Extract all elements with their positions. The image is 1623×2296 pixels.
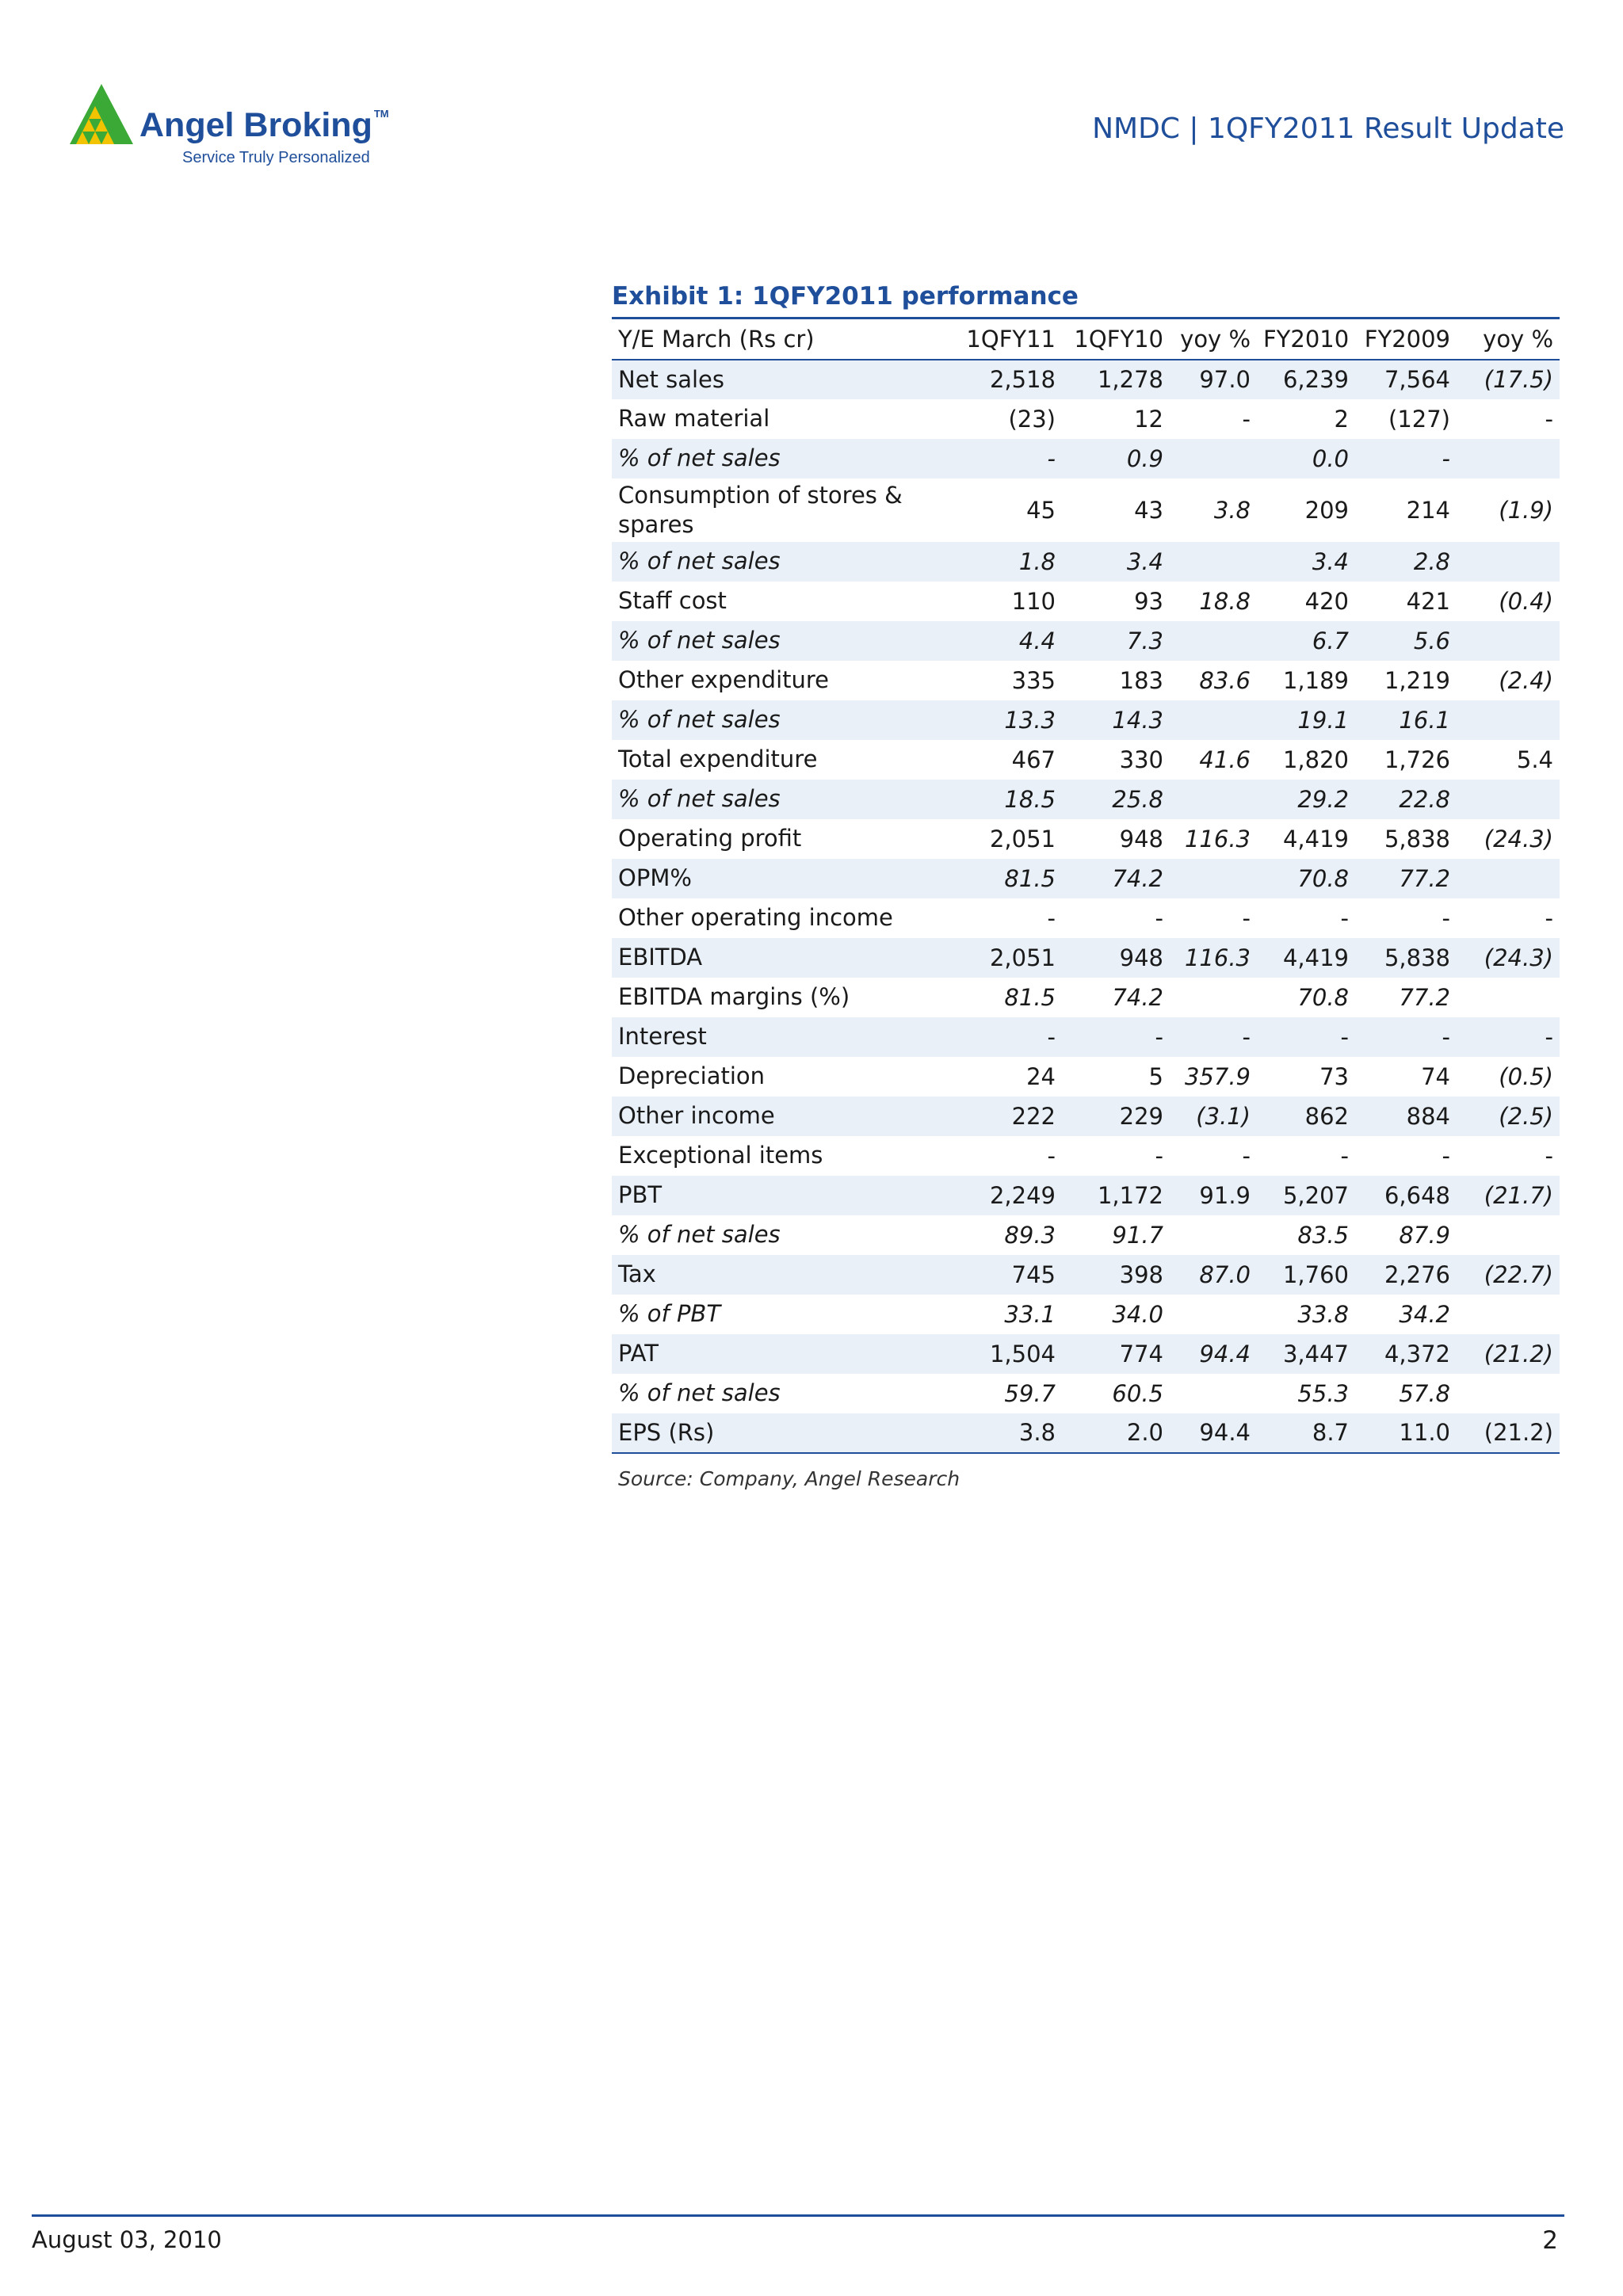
table-cell: 74.2	[1112, 864, 1163, 892]
column-header: Y/E March (Rs cr)	[612, 318, 951, 360]
table-cell: 89.3	[1004, 1221, 1056, 1249]
table-cell: (21.7)	[1484, 1181, 1553, 1209]
table-cell: 91.9	[1199, 1181, 1251, 1209]
table-cell: 74.2	[1112, 983, 1163, 1011]
table-row	[612, 479, 1560, 542]
table-cell	[1170, 439, 1257, 479]
table-cell: 1,278	[1097, 366, 1163, 393]
table-cell: (0.4)	[1499, 587, 1553, 615]
table-cell: 33.1	[1004, 1300, 1056, 1328]
table-cell: 5	[1148, 1062, 1163, 1090]
table-row	[612, 582, 1560, 621]
logo-tagline: Service Truly Personalized	[182, 149, 370, 166]
table-cell: -	[1340, 1023, 1349, 1051]
table-cell: 94.4	[1199, 1419, 1251, 1446]
table-cell: 5.6	[1413, 627, 1450, 654]
performance-table	[612, 317, 1560, 1454]
table-row	[612, 780, 1560, 819]
row-label: Other expenditure	[618, 666, 830, 694]
row-label: % of net sales	[618, 1379, 781, 1407]
table-cell: -	[1155, 1142, 1163, 1169]
row-label: Consumption of stores & spares	[618, 482, 903, 538]
table-cell: -	[1047, 1023, 1056, 1051]
table-cell: 8.7	[1312, 1419, 1349, 1446]
table-cell	[1457, 978, 1560, 1017]
table-cell: (2.5)	[1499, 1102, 1553, 1130]
table-row	[612, 1136, 1560, 1176]
table-cell: 12	[1134, 405, 1163, 433]
table-header-row	[612, 318, 1560, 360]
table-cell: 335	[1011, 666, 1056, 694]
logo-name: Angel Broking ™	[139, 106, 389, 144]
table-cell: 0.9	[1126, 444, 1163, 472]
table-cell: -	[1545, 405, 1553, 433]
row-label: Operating profit	[618, 825, 802, 852]
column-header: 1QFY11	[951, 318, 1062, 360]
table-cell: 5,838	[1384, 944, 1450, 971]
table-cell: 22.8	[1399, 785, 1450, 813]
table-cell: 2,051	[989, 944, 1056, 971]
table-cell: 6,648	[1384, 1181, 1450, 1209]
table-cell: -	[1442, 904, 1450, 932]
page-number: 2	[1542, 2226, 1558, 2255]
table-cell: 0.0	[1312, 444, 1349, 472]
table-cell: -	[1047, 444, 1056, 472]
table-cell: 183	[1119, 666, 1163, 694]
table-cell: 16.1	[1399, 706, 1450, 734]
table-cell: 74	[1421, 1062, 1450, 1090]
table-cell: -	[1242, 904, 1251, 932]
table-cell: -	[1047, 904, 1056, 932]
table-row	[612, 399, 1560, 439]
column-header: yoy %	[1457, 318, 1560, 360]
table-row	[612, 859, 1560, 898]
table-row	[612, 700, 1560, 740]
table-cell: 34.0	[1112, 1300, 1163, 1328]
table-cell: 5.4	[1516, 746, 1553, 773]
table-cell: -	[1242, 1142, 1251, 1169]
table-cell: 87.9	[1399, 1221, 1450, 1249]
table-row	[612, 1334, 1560, 1374]
table-row	[612, 621, 1560, 661]
table-cell: 93	[1134, 587, 1163, 615]
table-row	[612, 439, 1560, 479]
table-cell: -	[1155, 904, 1163, 932]
row-label: Depreciation	[618, 1062, 766, 1090]
row-label: % of net sales	[618, 547, 781, 575]
table-cell: 2,249	[989, 1181, 1056, 1209]
table-cell: (22.7)	[1484, 1261, 1553, 1288]
table-row	[612, 360, 1560, 399]
table-cell: 83.5	[1297, 1221, 1349, 1249]
table-cell: 87.0	[1199, 1261, 1251, 1288]
table-cell: 97.0	[1199, 366, 1251, 393]
table-cell	[1457, 1295, 1560, 1334]
column-header: FY2010	[1257, 318, 1355, 360]
table-cell: 209	[1304, 496, 1349, 524]
table-cell	[1170, 978, 1257, 1017]
table-cell	[1457, 859, 1560, 898]
table-cell: 29.2	[1297, 785, 1349, 813]
table-cell: -	[1340, 904, 1349, 932]
table-cell	[1457, 700, 1560, 740]
table-cell: 2.0	[1126, 1419, 1163, 1446]
table-cell: 19.1	[1297, 706, 1349, 734]
table-cell	[1457, 1215, 1560, 1255]
table-cell	[1457, 780, 1560, 819]
table-cell: 3.4	[1312, 547, 1349, 575]
row-label: % of net sales	[618, 627, 781, 654]
table-cell: 94.4	[1199, 1340, 1251, 1367]
table-cell: (21.2)	[1484, 1419, 1553, 1446]
table-row	[612, 1413, 1560, 1453]
table-cell: -	[1242, 1023, 1251, 1051]
table-cell	[1457, 1374, 1560, 1413]
angel-broking-logo	[68, 82, 401, 170]
table-cell: 1,760	[1282, 1261, 1349, 1288]
table-cell: 60.5	[1112, 1379, 1163, 1407]
table-cell: (2.4)	[1499, 666, 1553, 694]
table-cell: -	[1155, 1023, 1163, 1051]
row-label: % of net sales	[618, 444, 781, 472]
row-label: Staff cost	[618, 587, 727, 615]
table-cell: 229	[1119, 1102, 1163, 1130]
table-cell: (24.3)	[1484, 944, 1553, 971]
table-cell: -	[1047, 1142, 1056, 1169]
table-row	[612, 819, 1560, 859]
table-row	[612, 1097, 1560, 1136]
table-cell: 77.2	[1399, 983, 1450, 1011]
table-cell: 398	[1119, 1261, 1163, 1288]
table-cell: 116.3	[1184, 944, 1251, 971]
table-cell	[1170, 1374, 1257, 1413]
table-cell: 83.6	[1199, 666, 1251, 694]
report-title: NMDC | 1QFY2011 Result Update	[1092, 113, 1564, 145]
table-cell: (17.5)	[1484, 366, 1553, 393]
table-cell: 57.8	[1399, 1379, 1450, 1407]
table-cell: 33.8	[1297, 1300, 1349, 1328]
source-note: Source: Company, Angel Research	[618, 1467, 960, 1490]
table-cell: 1.8	[1018, 547, 1056, 575]
table-cell: 884	[1406, 1102, 1450, 1130]
row-label: % of net sales	[618, 706, 781, 734]
table-cell	[1457, 621, 1560, 661]
table-cell: 1,219	[1384, 666, 1450, 694]
table-cell	[1457, 542, 1560, 582]
table-cell: 7.3	[1126, 627, 1163, 654]
table-cell: -	[1442, 1023, 1450, 1051]
row-label: PAT	[618, 1340, 659, 1367]
exhibit-title: Exhibit 1: 1QFY2011 performance	[612, 282, 1079, 311]
table-row	[612, 1017, 1560, 1057]
table-cell: 18.5	[1004, 785, 1056, 813]
table-cell: -	[1545, 1023, 1553, 1051]
table-cell	[1170, 542, 1257, 582]
table-cell	[1170, 859, 1257, 898]
table-cell: 948	[1119, 825, 1163, 852]
footer-divider	[32, 2214, 1564, 2217]
table-cell: 18.8	[1199, 587, 1251, 615]
table-cell: 81.5	[1004, 983, 1056, 1011]
table-row	[612, 938, 1560, 978]
row-label: % of PBT	[618, 1300, 721, 1328]
table-cell: 3.8	[1018, 1419, 1056, 1446]
table-row	[612, 1176, 1560, 1215]
column-header: 1QFY10	[1062, 318, 1170, 360]
table-cell: 81.5	[1004, 864, 1056, 892]
table-cell: 14.3	[1112, 706, 1163, 734]
column-header: FY2009	[1355, 318, 1457, 360]
row-label: Total expenditure	[618, 746, 818, 773]
table-cell: 13.3	[1004, 706, 1056, 734]
table-cell: 948	[1119, 944, 1163, 971]
table-cell: 110	[1011, 587, 1056, 615]
table-cell: 25.8	[1112, 785, 1163, 813]
table-cell: -	[1442, 1142, 1450, 1169]
table-cell: 1,504	[989, 1340, 1056, 1367]
table-cell	[1457, 439, 1560, 479]
table-cell: 34.2	[1399, 1300, 1450, 1328]
row-label: Other operating income	[618, 904, 893, 932]
table-cell: 59.7	[1004, 1379, 1056, 1407]
table-cell: (23)	[1008, 405, 1056, 433]
row-label: Exceptional items	[618, 1142, 823, 1169]
table-row	[612, 1215, 1560, 1255]
table-cell: 3.4	[1126, 547, 1163, 575]
table-cell: 91.7	[1112, 1221, 1163, 1249]
table-cell: (21.2)	[1484, 1340, 1553, 1367]
table-cell: -	[1442, 444, 1450, 472]
table-cell: 420	[1304, 587, 1349, 615]
table-cell: 41.6	[1199, 746, 1251, 773]
table-cell	[1170, 1215, 1257, 1255]
table-cell: 774	[1119, 1340, 1163, 1367]
table-cell: 45	[1026, 496, 1056, 524]
table-cell: 70.8	[1297, 864, 1349, 892]
table-row	[612, 1255, 1560, 1295]
table-cell: 6,239	[1282, 366, 1349, 393]
row-label: Tax	[618, 1261, 656, 1288]
table-cell: 5,207	[1282, 1181, 1349, 1209]
table-cell: -	[1242, 405, 1251, 433]
table-row	[612, 1374, 1560, 1413]
table-cell: 745	[1011, 1261, 1056, 1288]
table-cell: 1,726	[1384, 746, 1450, 773]
row-label: Raw material	[618, 405, 770, 433]
table-cell: 467	[1011, 746, 1056, 773]
table-cell: (3.1)	[1196, 1102, 1251, 1130]
row-label: EBITDA margins (%)	[618, 983, 850, 1011]
table-cell: 2,518	[989, 366, 1056, 393]
table-cell: 1,189	[1282, 666, 1349, 694]
logo-triangle-icon	[68, 82, 135, 146]
table-cell: 862	[1304, 1102, 1349, 1130]
table-cell: (0.5)	[1499, 1062, 1553, 1090]
table-cell	[1170, 780, 1257, 819]
table-cell: 77.2	[1399, 864, 1450, 892]
table-row	[612, 978, 1560, 1017]
table-cell	[1170, 621, 1257, 661]
row-label: EPS (Rs)	[618, 1418, 715, 1446]
table-cell	[1170, 700, 1257, 740]
table-cell: -	[1545, 1142, 1553, 1169]
table-cell: 330	[1119, 746, 1163, 773]
table-cell: 222	[1011, 1102, 1056, 1130]
table-cell: -	[1340, 1142, 1349, 1169]
table-cell: 4,419	[1282, 944, 1349, 971]
logo-tm: TM	[373, 108, 389, 120]
table-cell: 5,838	[1384, 825, 1450, 852]
row-label: % of net sales	[618, 785, 781, 813]
column-header: yoy %	[1170, 318, 1257, 360]
table-cell: -	[1545, 904, 1553, 932]
table-cell: 4.4	[1018, 627, 1056, 654]
table-cell: 214	[1406, 496, 1450, 524]
table-cell: 11.0	[1399, 1419, 1450, 1446]
row-label: Net sales	[618, 365, 725, 393]
table-cell: 70.8	[1297, 983, 1349, 1011]
table-cell: 73	[1319, 1062, 1349, 1090]
table-row	[612, 661, 1560, 700]
table-cell: 4,372	[1384, 1340, 1450, 1367]
table-cell: (24.3)	[1484, 825, 1553, 852]
table-cell: 24	[1026, 1062, 1056, 1090]
table-cell: 6.7	[1312, 627, 1349, 654]
table-row	[612, 1295, 1560, 1334]
row-label: PBT	[618, 1181, 663, 1209]
table-row	[612, 898, 1560, 938]
footer-date: August 03, 2010	[32, 2226, 222, 2253]
table-cell: 7,564	[1384, 366, 1450, 393]
table-cell	[1170, 1295, 1257, 1334]
table-cell: (1.9)	[1499, 496, 1553, 524]
table-cell: 1,172	[1097, 1181, 1163, 1209]
row-label: Other income	[618, 1102, 775, 1130]
table-cell: (127)	[1388, 405, 1450, 433]
table-cell: 357.9	[1184, 1062, 1251, 1090]
row-label: OPM%	[618, 864, 692, 892]
table-cell: 116.3	[1184, 825, 1251, 852]
row-label: Interest	[618, 1023, 707, 1051]
table-cell: 2,276	[1384, 1261, 1450, 1288]
table-cell: 55.3	[1297, 1379, 1349, 1407]
row-label: EBITDA	[618, 944, 703, 971]
table-cell: 421	[1406, 587, 1450, 615]
table-row	[612, 740, 1560, 780]
table-cell: 1,820	[1282, 746, 1349, 773]
table-cell: 4,419	[1282, 825, 1349, 852]
table-body	[612, 360, 1560, 1453]
table-cell: 3,447	[1282, 1340, 1349, 1367]
table-cell: 2	[1334, 405, 1349, 433]
table-cell: 3.8	[1213, 496, 1251, 524]
table-row	[612, 542, 1560, 582]
table-row	[612, 1057, 1560, 1097]
table-cell: 43	[1134, 496, 1163, 524]
table-cell: 2.8	[1413, 547, 1450, 575]
table-cell: 2,051	[989, 825, 1056, 852]
row-label: % of net sales	[618, 1221, 781, 1249]
